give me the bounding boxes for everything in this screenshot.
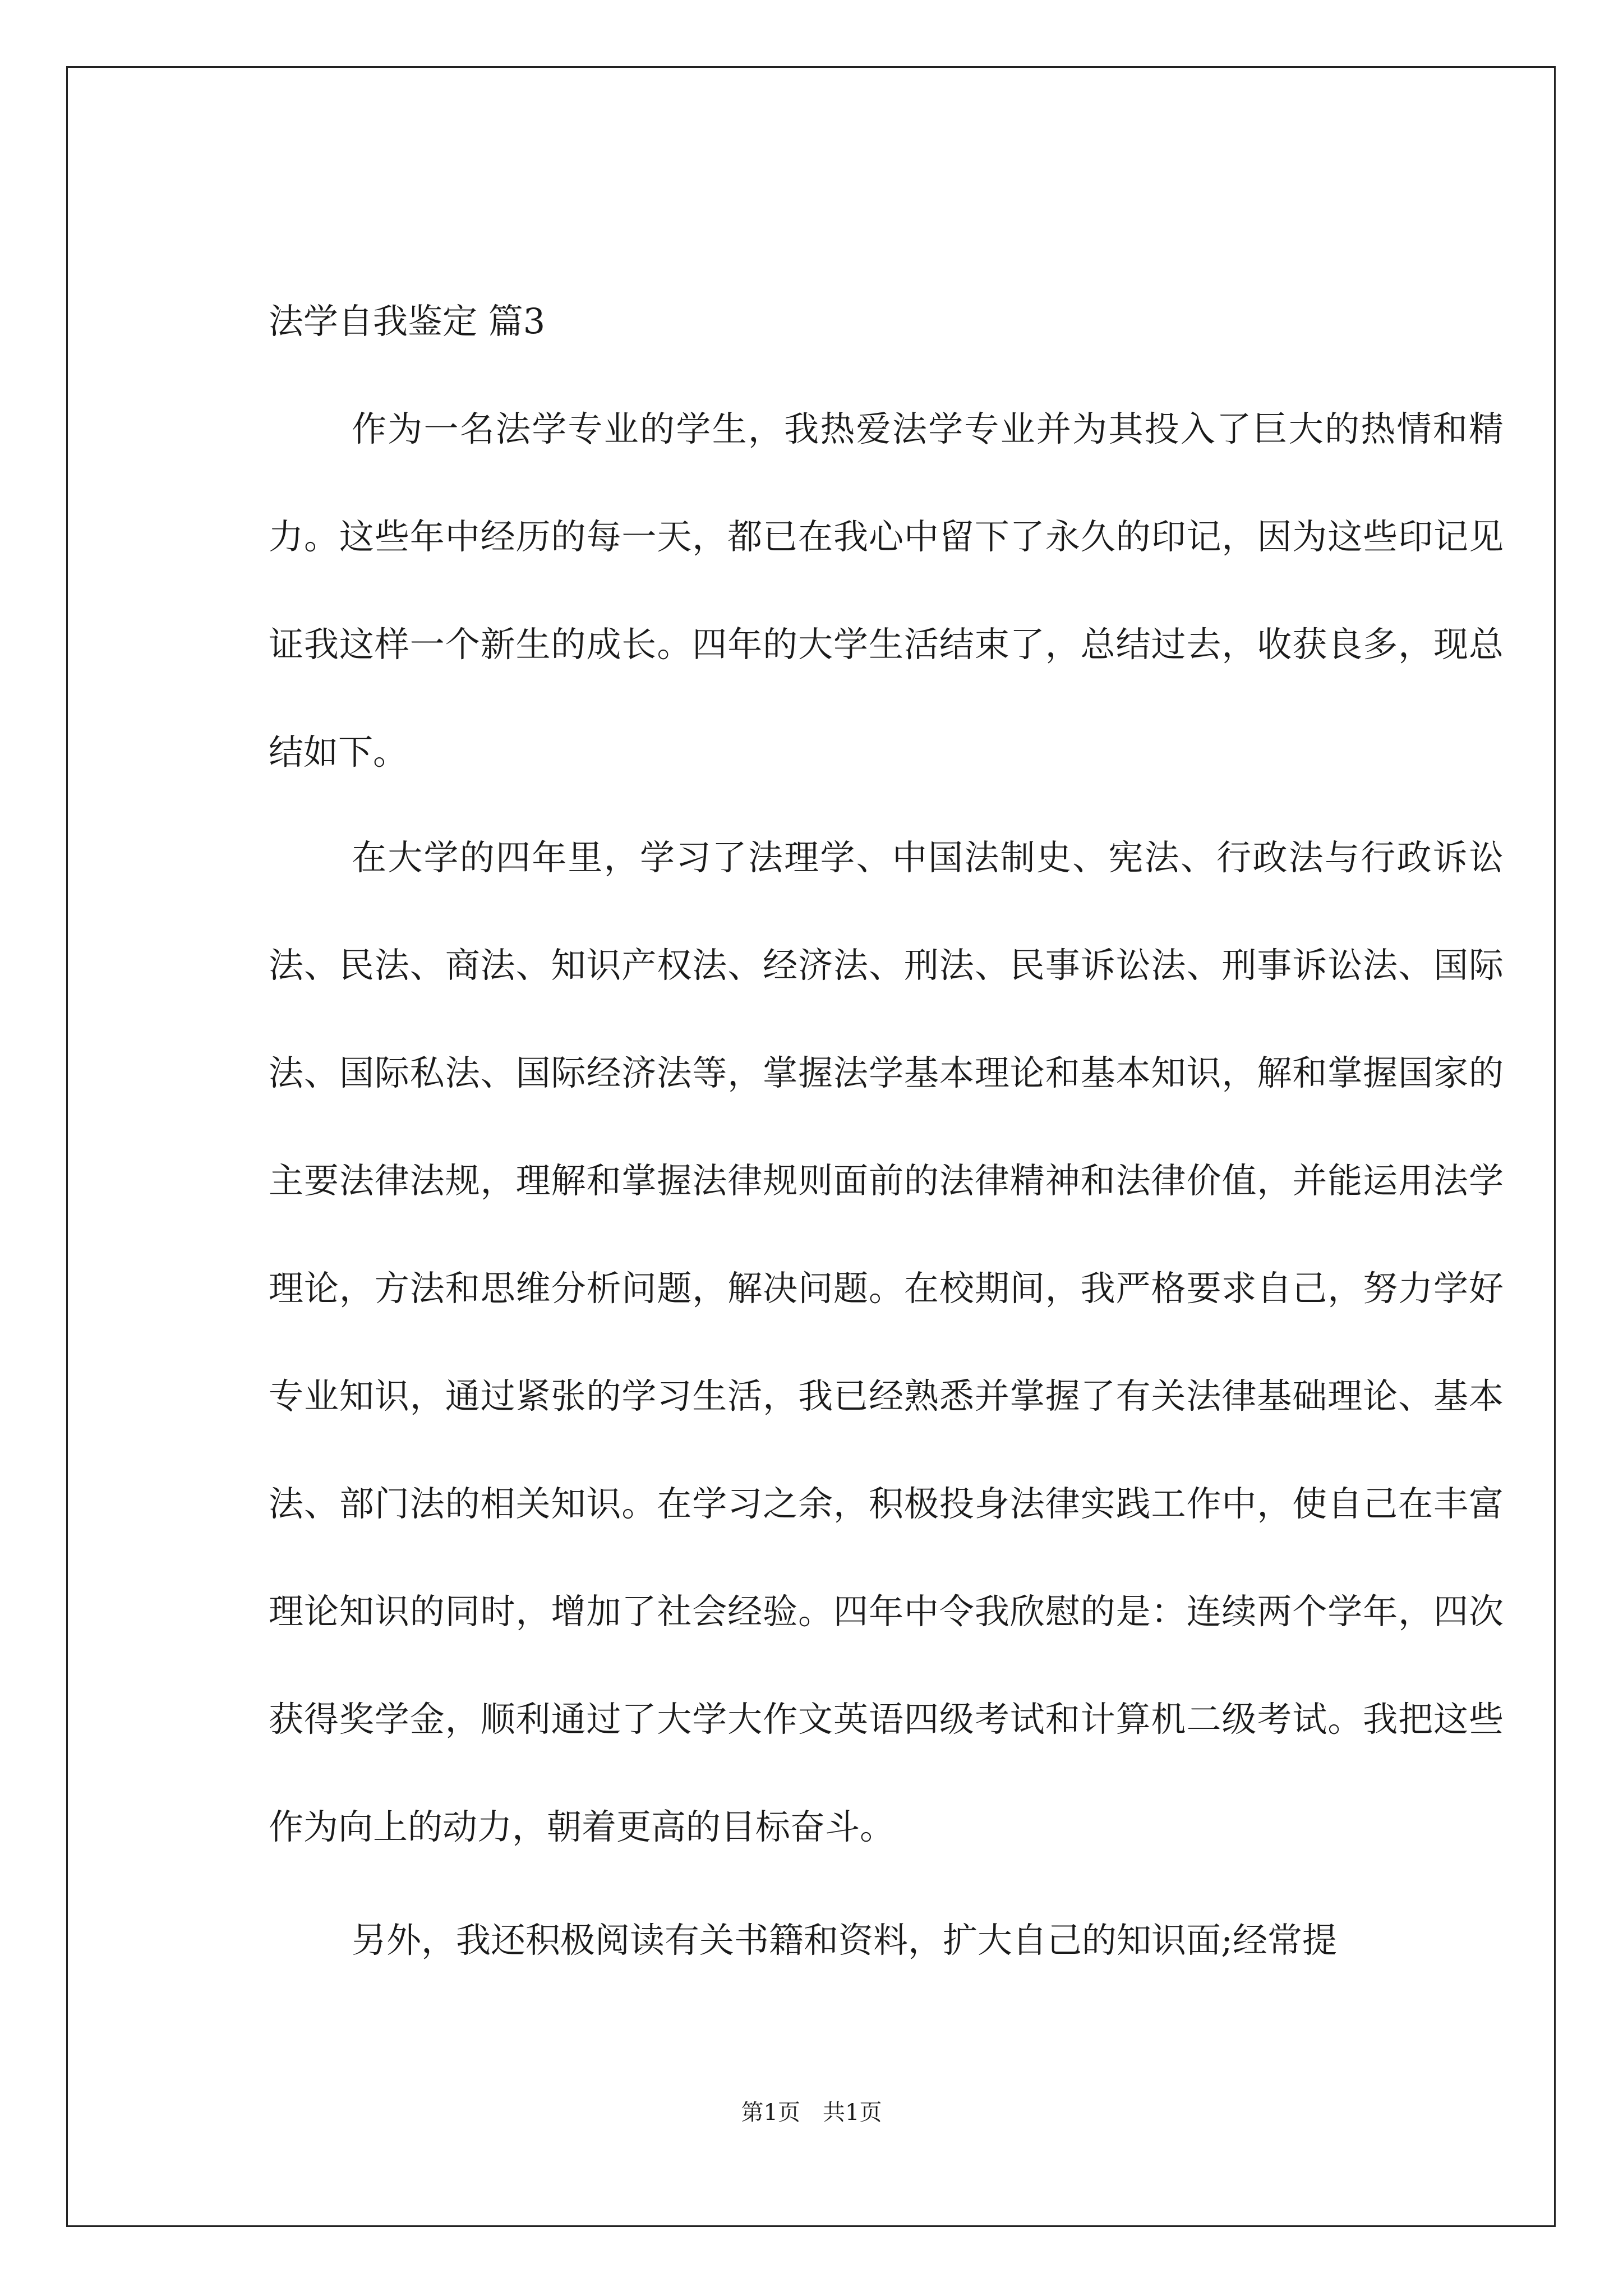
page-frame: [66, 66, 1556, 2227]
page-number-footer: 第1页 共1页: [741, 2100, 882, 2125]
paragraph-2: 在大学的四年里，学习了法理学、中国法制史、宪法、行政法与行政诉讼法、民法、商法、知识产权法、经济法、刑法、民事诉讼法、刑事诉讼法、国际法、国际私法、国际经济法等，掌握法学基本理论和基本知识，解和掌握国家的主要法律法规，理解和掌握法律规则面前的法律精神和法律价值，并能运用法学理论，方法和思维分析问题，解决问题。在校期间，我严格要求自己，努力学好专业知识，通过紧张的学习生活，我已经熟悉并掌握了有关法律基础理论、基本法、部门法的相关知识。在学习之余，积极投身法律实践工作中，使自己在丰富理论知识的同时，增加了社会经验。四年中令我欣慰的是：连续两个学年，四次获得奖学金，顺利通过了大学大作文英语四级考试和计算机二级考试。我把这些作为向上的动力，朝着更高的目标奋斗。: [269, 837, 1504, 1847]
document-title: 法学自我鉴定 篇3: [269, 301, 546, 342]
paragraph-1: 作为一名法学专业的学生，我热爱法学专业并为其投入了巨大的热情和精力。这些年中经历的每一天，都已在我心中留下了永久的印记，因为这些印记见证我这样一个新生的成长。四年的大学生活结束了，总结过去，收获良多，现总结如下。: [269, 408, 1504, 772]
paragraph-3: 另外，我还积极阅读有关书籍和资料，扩大自己的知识面;经常提: [352, 1920, 1337, 1961]
